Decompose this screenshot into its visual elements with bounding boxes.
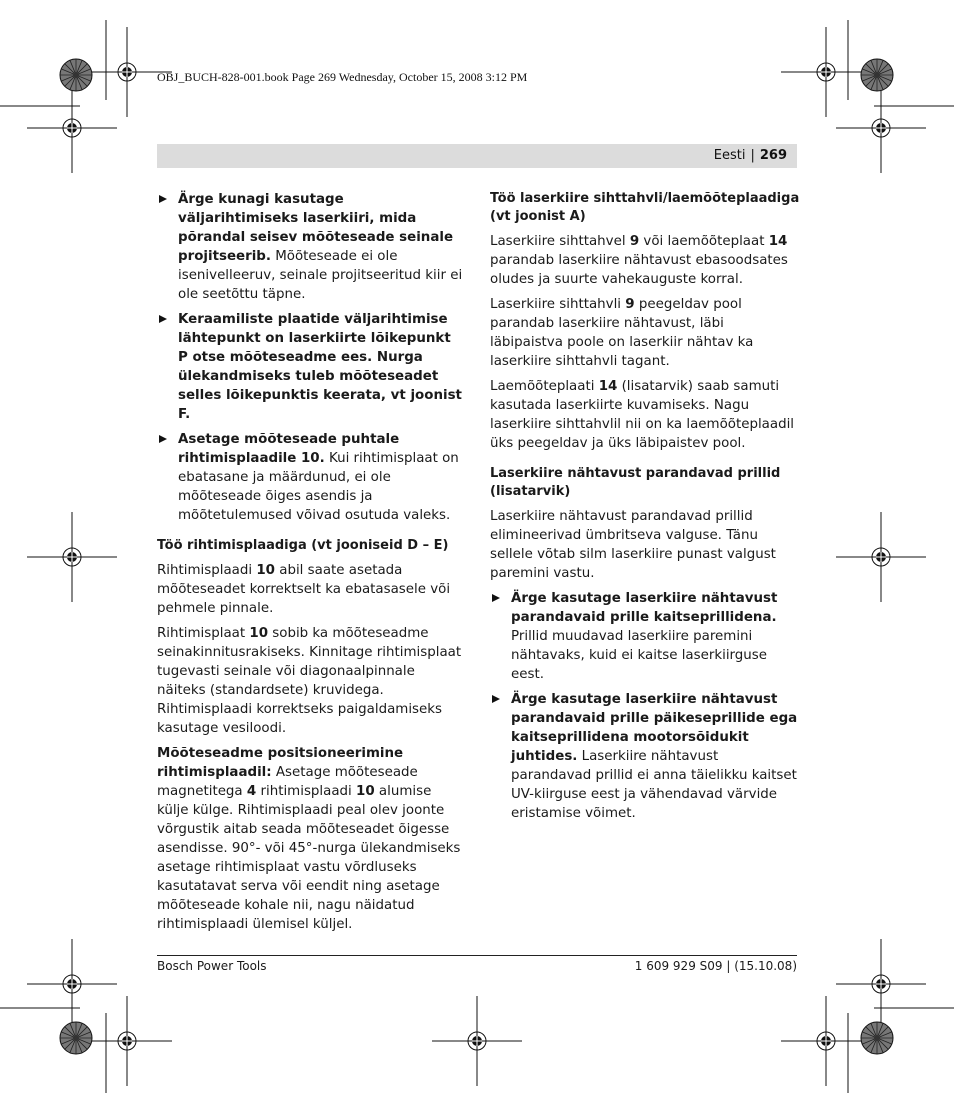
safety-bullet (157, 310, 465, 424)
paragraph: Rihtimisplaat 10 sobib ka mõõteseadme seinakinnitusrakiseks. Kinnitage rihtimisplaat tugevasti seinale või diagonaalpinnale näiteks (standardsete) kruvidega. Rihtimisplaadi korrektseks paigaldamiseks kasutage vesiloodi. (157, 626, 462, 736)
paragraph: Rihtimisplaadi 10 abil saate asetada mõõteseadet korrektselt ka ebatasasele või pehmele pinnale. (157, 563, 451, 616)
bullet-text: Laserkiire nähtavust parandavad prillid ei anna täielikku kaitset UV-kiirguse eest ja vähendavad värvide eristamise võimet. (511, 749, 797, 821)
header-text (714, 148, 787, 163)
bullet-triangle-icon (492, 695, 500, 703)
paragraph: Laemõõteplaati 14 (lisatarvik) saab samuti kasutada laserkiirte kuvamiseks. Nagu laserkiire sihttahvlil nii on ka laemõõteplaadil üks peegeldav ja üks läbipaistev pool. (490, 379, 795, 451)
bullet-triangle-icon (492, 594, 500, 602)
section-heading: Töö laserkiire sihttahvli/laemõõteplaadiga (vt joonist A) (490, 191, 800, 224)
bullet-bold-text: Ärge kasutage laserkiire nähtavust parandavaid prille päikeseprillide ega kaitseprillidena mootorsõidukit juhtides. (511, 692, 798, 764)
left-column (157, 190, 465, 940)
bullet-triangle-icon (159, 435, 167, 443)
bullet-text: Mõõteseade ei ole isenivelleeruv, seinale projitseeritud kiir ei ole seetõttu täpne. (178, 249, 463, 302)
safety-bullet (490, 589, 800, 684)
header-language: Eesti (713, 148, 746, 163)
safety-bullet (157, 430, 465, 525)
bullet-triangle-icon (159, 315, 167, 323)
print-slug: OBJ_BUCH-828-001.book Page 269 Wednesday, October 15, 2008 3:12 PM (157, 70, 528, 84)
safety-bullet (490, 690, 800, 823)
paragraph: Mõõteseadme positsioneerimine rihtimisplaadil: Asetage mõõteseade magnetitega 4 rihtimisplaadi 10 alumise külje külge. Rihtimisplaadi peal olev joonte võrgustik aitab seada mõõteseadet õigesse asendisse. 90°- või 45°-nurga ülekandmiseks asetage rihtimisplaat vastu võrdluseks kasutatavat serva või eendit ning asetage mõõteseade kohale nii, nagu näidatud rihtimisplaadi ülemisel küljel. (157, 746, 461, 932)
footer-doc-number: 1 609 929 S09 | (15.10.08) (634, 959, 797, 973)
footer-rule (157, 955, 797, 956)
right-column (490, 190, 800, 829)
bullet-bold-text: Ärge kasutage laserkiire nähtavust parandavaid prille kaitseprillidena. (511, 591, 778, 625)
paragraph: Laserkiire sihttahvel 9 või laemõõteplaat 14 parandab laserkiire nähtavust ebasoodsates oludes ja suurte vahekauguste korral. (490, 234, 788, 287)
page-number: 269 (759, 148, 787, 163)
bullet-bold-text: Asetage mõõteseade puhtale rihtimisplaadile 10. (178, 432, 400, 466)
safety-bullet (157, 190, 465, 304)
page-header (157, 144, 797, 168)
bullet-text: Kui rihtimisplaat on ebatasane ja määrdunud, ei ole mõõteseade õiges asendis ja mõõtetulemused võivad osutuda valeks. (178, 451, 459, 523)
bullet-bold-text: Ärge kunagi kasutage väljarihtimiseks laserkiiri, mida põrandal seisev mõõteseade seinale projitseerib. (178, 192, 454, 264)
bullet-triangle-icon (159, 195, 167, 203)
bullet-bold-text: Keraamiliste plaatide väljarihtimise lähtepunkt on laserkiirte lõikepunkt P otse mõõteseadme ees. Nurga ülekandmiseks tuleb mõõteseadet selles lõikepunktis keerata, vt joonist F. (178, 312, 462, 422)
header-separator: | (750, 148, 755, 163)
section-heading: Töö rihtimisplaadiga (vt jooniseid D – E) (157, 538, 449, 553)
paragraph: Laserkiire nähtavust parandavad prillid elimineerivad ümbritseva valguse. Tänu sellele võtab silm laserkiire punast valgust paremini vastu. (490, 509, 776, 581)
bullet-text: Prillid muudavad laserkiire paremini nähtavaks, kuid ei kaitse laserkiirguse eest. (511, 629, 768, 682)
section-heading: Laserkiire nähtavust parandavad prillid (lisatarvik) (490, 466, 781, 499)
paragraph: Laserkiire sihttahvli 9 peegeldav pool parandab laserkiire nähtavust, läbi läbipaistva poole on laserkiir nähtav ka laserkiire sihttahvli tagant. (490, 297, 754, 369)
footer-brand: Bosch Power Tools (157, 959, 267, 973)
